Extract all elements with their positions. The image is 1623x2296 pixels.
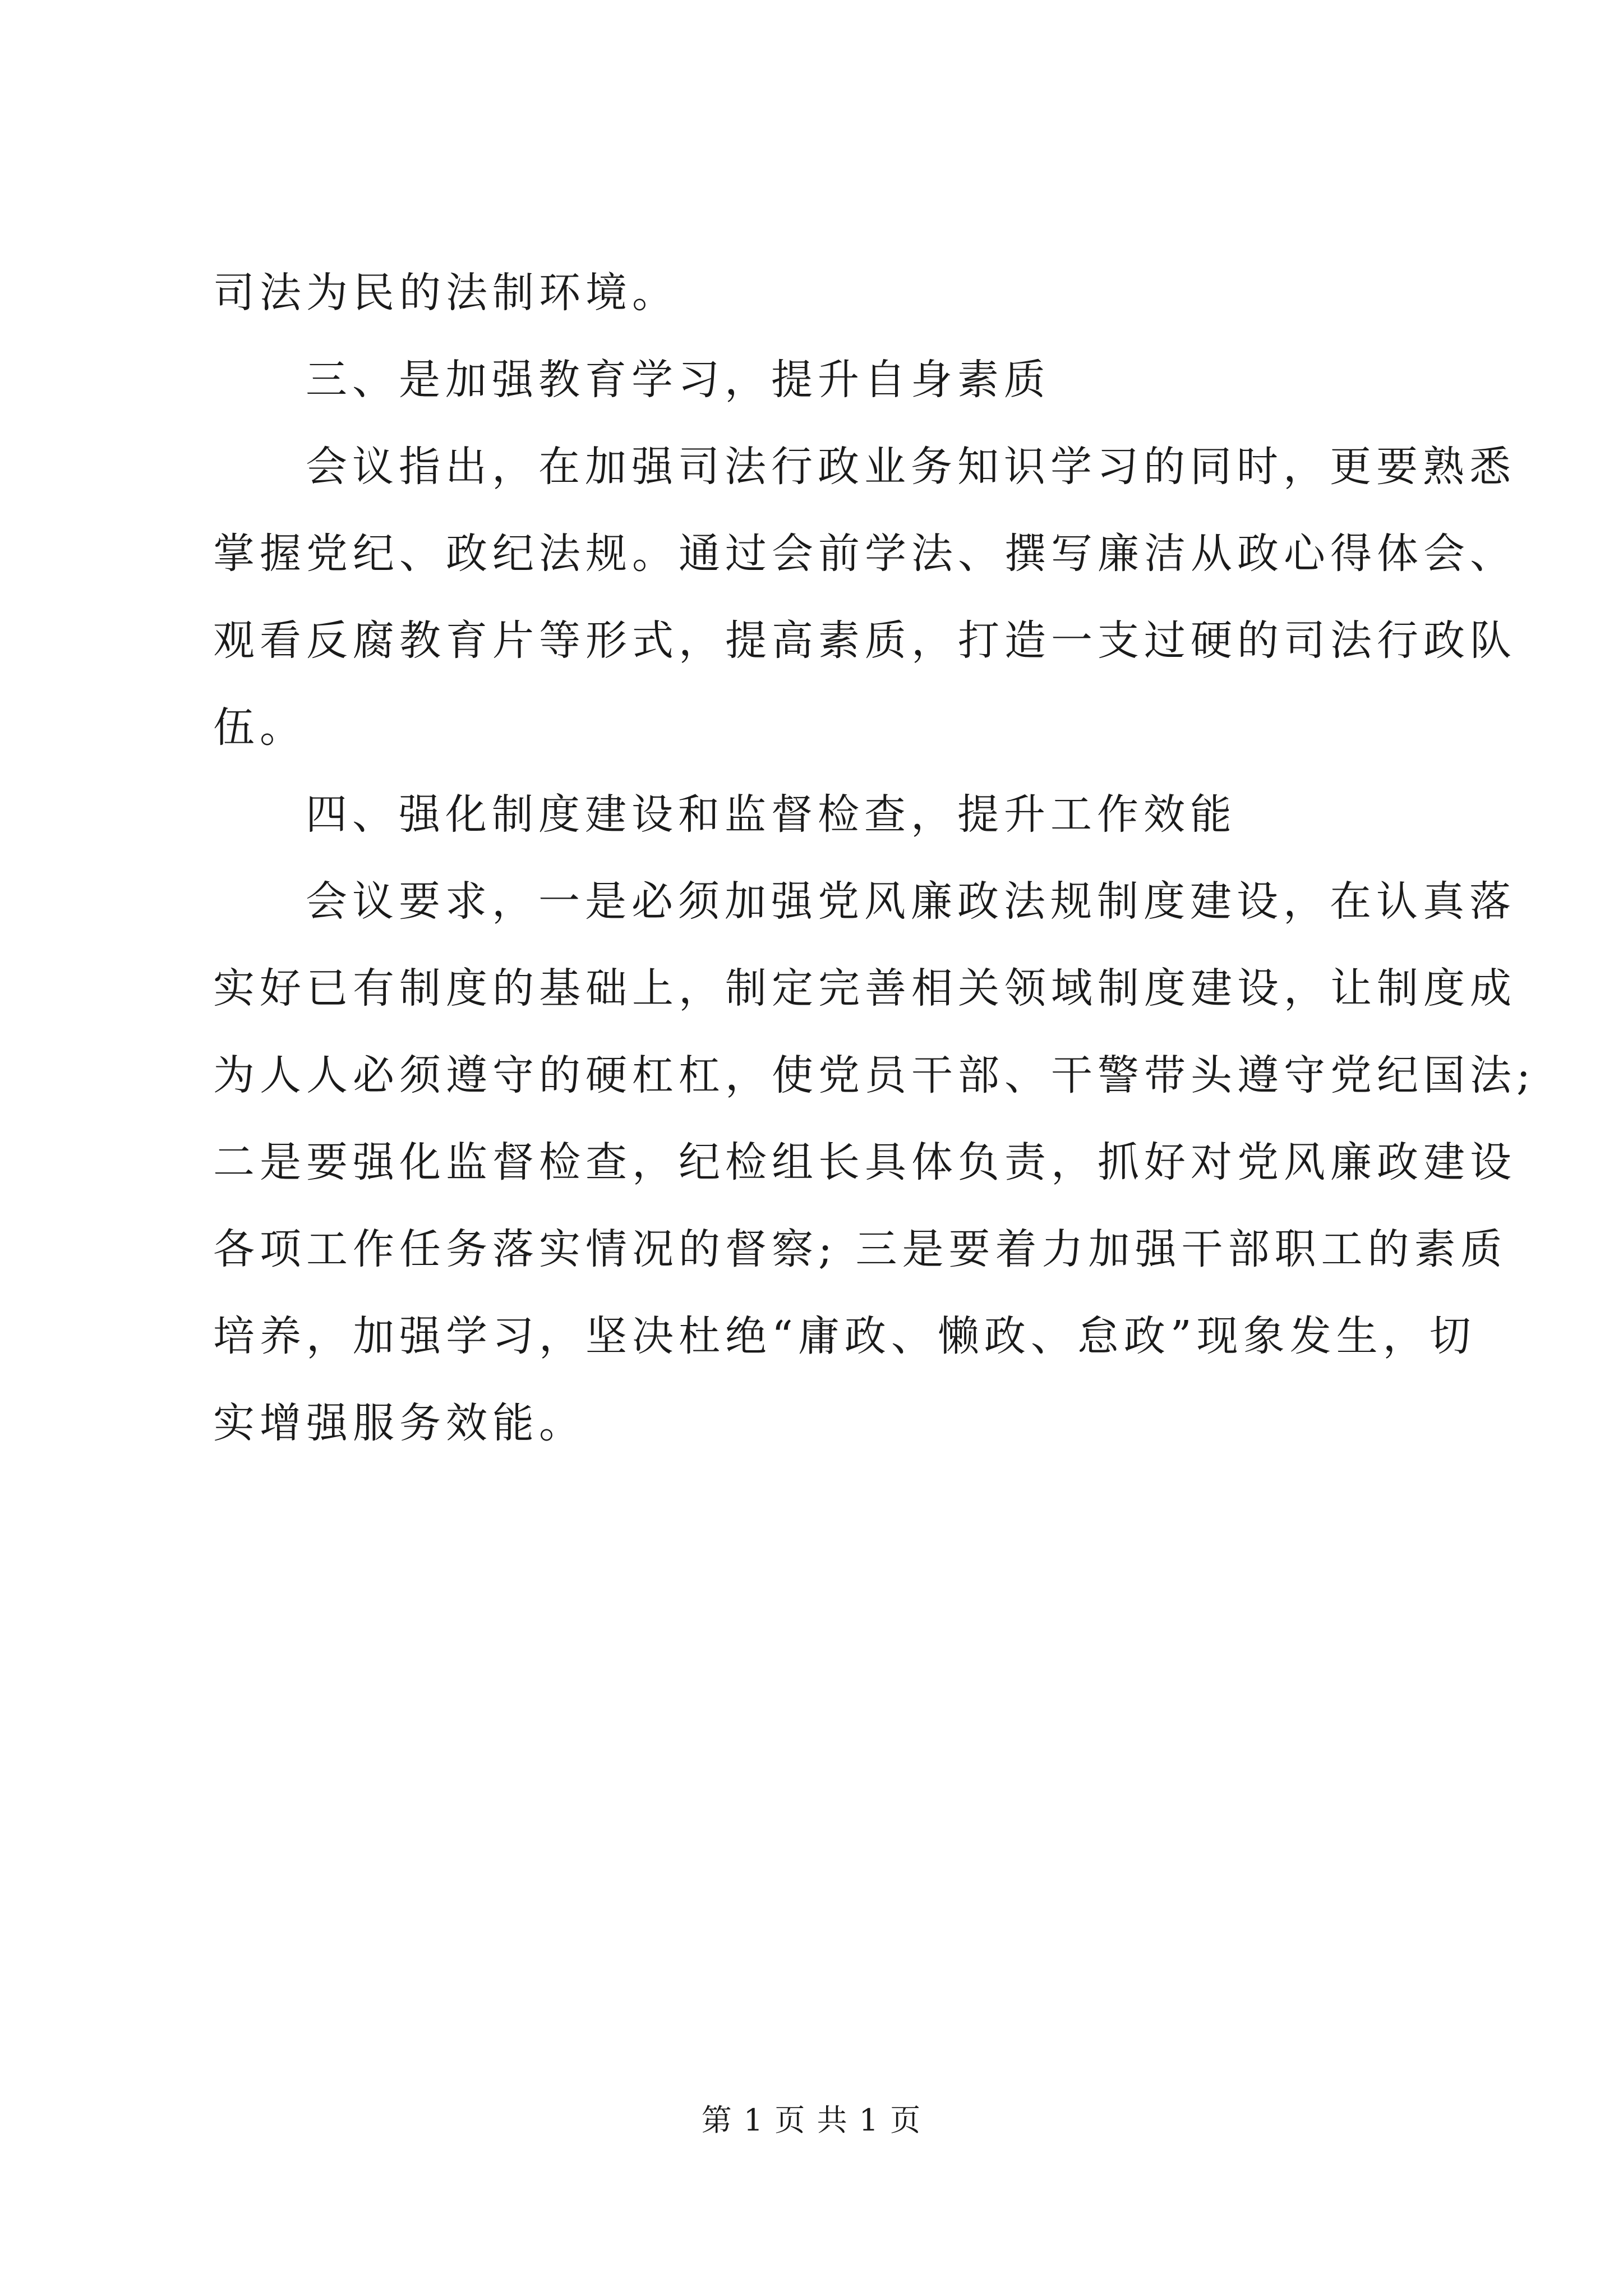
page-number-footer: 第 1 页 共 1 页	[701, 2102, 922, 2138]
text-line-13: 培养，加强学习，坚决杜绝“庸政、懒政、怠政”现象发生，切	[213, 1312, 1476, 1360]
text-line-6: 伍。	[213, 703, 306, 752]
text-line-9: 实好已有制度的基础上，制定完善相关领域制度建设，让制度成	[213, 964, 1516, 1013]
text-line-3: 会议指出，在加强司法行政业务知识学习的同时，更要熟悉	[306, 443, 1516, 491]
document-body	[213, 250, 1536, 1467]
section-heading-4: 四、强化制度建设和监督检查，提升工作效能	[306, 790, 1237, 839]
text-line-5: 观看反腐教育片等形式，提高素质，打造一支过硬的司法行政队	[213, 616, 1516, 665]
text-line-10: 为人人必须遵守的硬杠杠，使党员干部、干警带头遵守党纪国法;	[213, 1051, 1536, 1099]
section-heading-3: 三、是加强教育学习，提升自身素质	[306, 356, 1050, 404]
text-line-14: 实增强服务效能。	[213, 1399, 585, 1447]
text-line-4: 掌握党纪、政纪法规。通过会前学法、撰写廉洁从政心得体会、	[213, 530, 1516, 578]
text-line-8: 会议要求，一是必须加强党风廉政法规制度建设，在认真落	[306, 877, 1516, 926]
text-line-11: 二是要强化监督检查，纪检组长具体负责，抓好对党风廉政建设	[213, 1138, 1516, 1186]
text-line-12: 各项工作任务落实情况的督察; 三是要着力加强干部职工的素质	[213, 1225, 1507, 1273]
text-line-1: 司法为民的法制环境。	[213, 269, 679, 317]
